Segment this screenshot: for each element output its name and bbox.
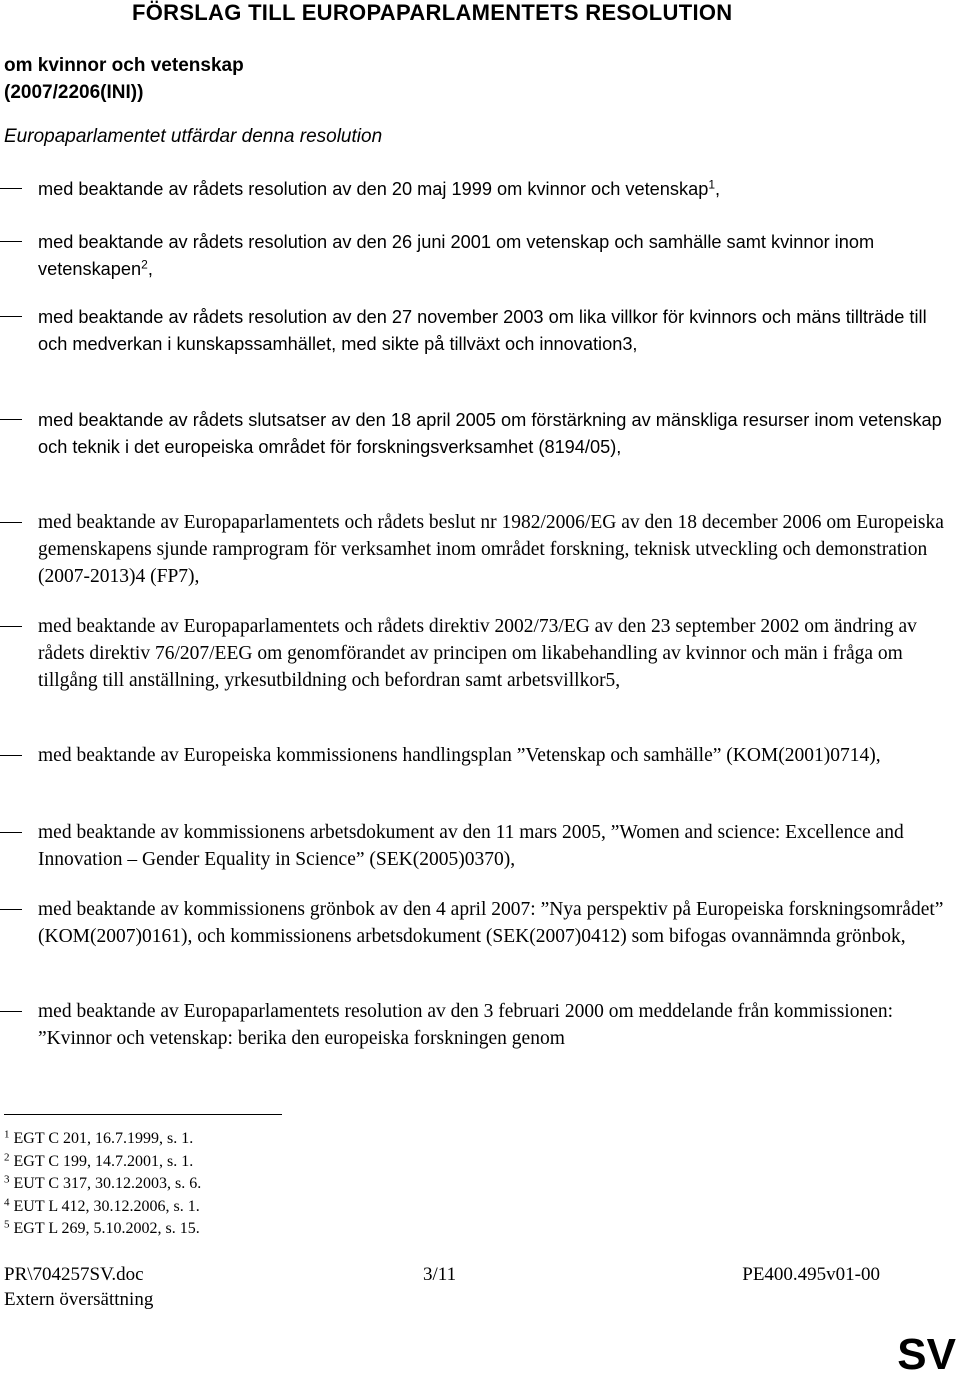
dash-marker [0, 1011, 22, 1012]
citation-text: med beaktande av rådets resolution av den 27 november 2003 om lika villkor för kvinnors och mäns tillträde till och medverkan i kunskapssamhället, med sikte på tillväxt och innovation3, [38, 307, 927, 354]
footnote [4, 1173, 201, 1196]
footnote-text: EGT L 269, 5.10.2002, s. 15. [13, 1220, 200, 1237]
footnote-divider [4, 1114, 282, 1115]
footnote [4, 1151, 201, 1174]
dash-marker [0, 909, 22, 910]
citation-text: med beaktande av Europaparlamentets och rådets direktiv 2002/73/EG av den 23 september 2002 om ändring av rådets direktiv 76/207/EEG om genomförandet av principen om likabehandling av kvinnor och män i fråga om tillgång till anställning, yrkesutbildning och befordran samt arbetsvillkor5, [38, 616, 917, 691]
citation-9 [0, 897, 960, 951]
preamble: Europaparlamentet utfärdar denna resolution [4, 126, 383, 147]
footnote-ref: 1 [708, 177, 716, 192]
footnote-number: 1 [4, 1128, 10, 1141]
citation-text: med beaktande av Europaparlamentets resolution av den 3 februari 2000 om meddelande från kommissionen: ”Kvinnor och vetenskap: berika den europeiska forskningen genom [38, 1001, 894, 1049]
citation-text: med beaktande av rådets resolution av den 20 maj 1999 om kvinnor och vetenskap [38, 179, 709, 199]
citation-8 [0, 820, 960, 874]
footnote-number: 4 [4, 1196, 10, 1208]
dash-marker [0, 755, 22, 756]
footnote [4, 1196, 201, 1219]
citation-6 [0, 614, 960, 694]
page-number: 3/11 [423, 1264, 457, 1285]
footnote [4, 1128, 201, 1151]
citation-2 [0, 229, 960, 283]
dash-marker [0, 522, 22, 523]
footnote-ref: 2 [141, 257, 148, 272]
footnote-number: 2 [4, 1151, 10, 1163]
citation-tail: , [147, 258, 153, 279]
dash-marker [0, 419, 22, 420]
language-code: SV [897, 1330, 956, 1379]
citation-3 [0, 304, 960, 358]
footnotes [4, 1128, 201, 1241]
dash-marker [0, 241, 22, 242]
citation-7 [0, 743, 960, 770]
footnote-text: EGT C 201, 16.7.1999, s. 1. [13, 1130, 194, 1147]
citation-4 [0, 407, 960, 461]
dash-marker [0, 832, 22, 833]
dash-marker [0, 188, 22, 189]
procedure-number: (2007/2206(INI)) [4, 82, 144, 103]
citation-text: med beaktande av rådets resolution av den 26 juni 2001 om vetenskap och samhälle samt kvinnor inom vetenskapen [38, 232, 875, 279]
citation-text: med beaktande av kommissionens arbetsdokument av den 11 mars 2005, ”Women and science: Excellence and Innovation – Gender Equality in Science” (SEK(2005)0370), [38, 822, 904, 870]
footnote [4, 1218, 201, 1241]
footnote-text: EUT C 317, 30.12.2003, s. 6. [13, 1175, 202, 1192]
resolution-subject [4, 52, 244, 106]
dash-marker [0, 316, 22, 317]
document-reference: PR\704257SV.doc [4, 1264, 144, 1285]
citation-1 [0, 176, 960, 203]
citation-text: med beaktande av kommissionens grönbok av den 4 april 2007: ”Nya perspektiv på Europeiska forskningsområdet” (KOM(2007)0161), och kommissionens arbetsdokument (SEK(2007)0412) som bifogas ovannämnda grönbok, [38, 899, 944, 947]
citation-5 [0, 510, 960, 590]
translation-note: Extern översättning [4, 1289, 154, 1310]
citation-text: med beaktande av Europeiska kommissionens handlingsplan ”Vetenskap och samhälle” (KOM(2001)0714), [38, 745, 881, 766]
footnote-number: 5 [4, 1218, 10, 1231]
citation-tail: , [715, 179, 721, 199]
pe-reference: PE400.495v01-00 [742, 1264, 880, 1285]
document-title: FÖRSLAG TILL EUROPAPARLAMENTETS RESOLUTION [132, 0, 733, 25]
footnote-text: EUT L 412, 30.12.2006, s. 1. [13, 1197, 200, 1215]
subject-title: om kvinnor och vetenskap [4, 55, 244, 76]
citation-text: med beaktande av rådets slutsatser av den 18 april 2005 om förstärkning av mänskliga resurser inom vetenskap och teknik i det europeiska området för forskningsverksamhet (8194/05), [38, 410, 942, 457]
footnote-number: 3 [4, 1173, 10, 1186]
citation-text: med beaktande av Europaparlamentets och rådets beslut nr 1982/2006/EG av den 18 december 2006 om Europeiska gemenskapens sjunde ramprogram för verksamhet inom området forskning, teknisk utveckling och demonstration (2007-2013)4 (FP7), [38, 512, 944, 587]
citation-10 [0, 999, 960, 1053]
footnote-text: EGT C 199, 14.7.2001, s. 1. [13, 1152, 194, 1170]
dash-marker [0, 626, 22, 627]
